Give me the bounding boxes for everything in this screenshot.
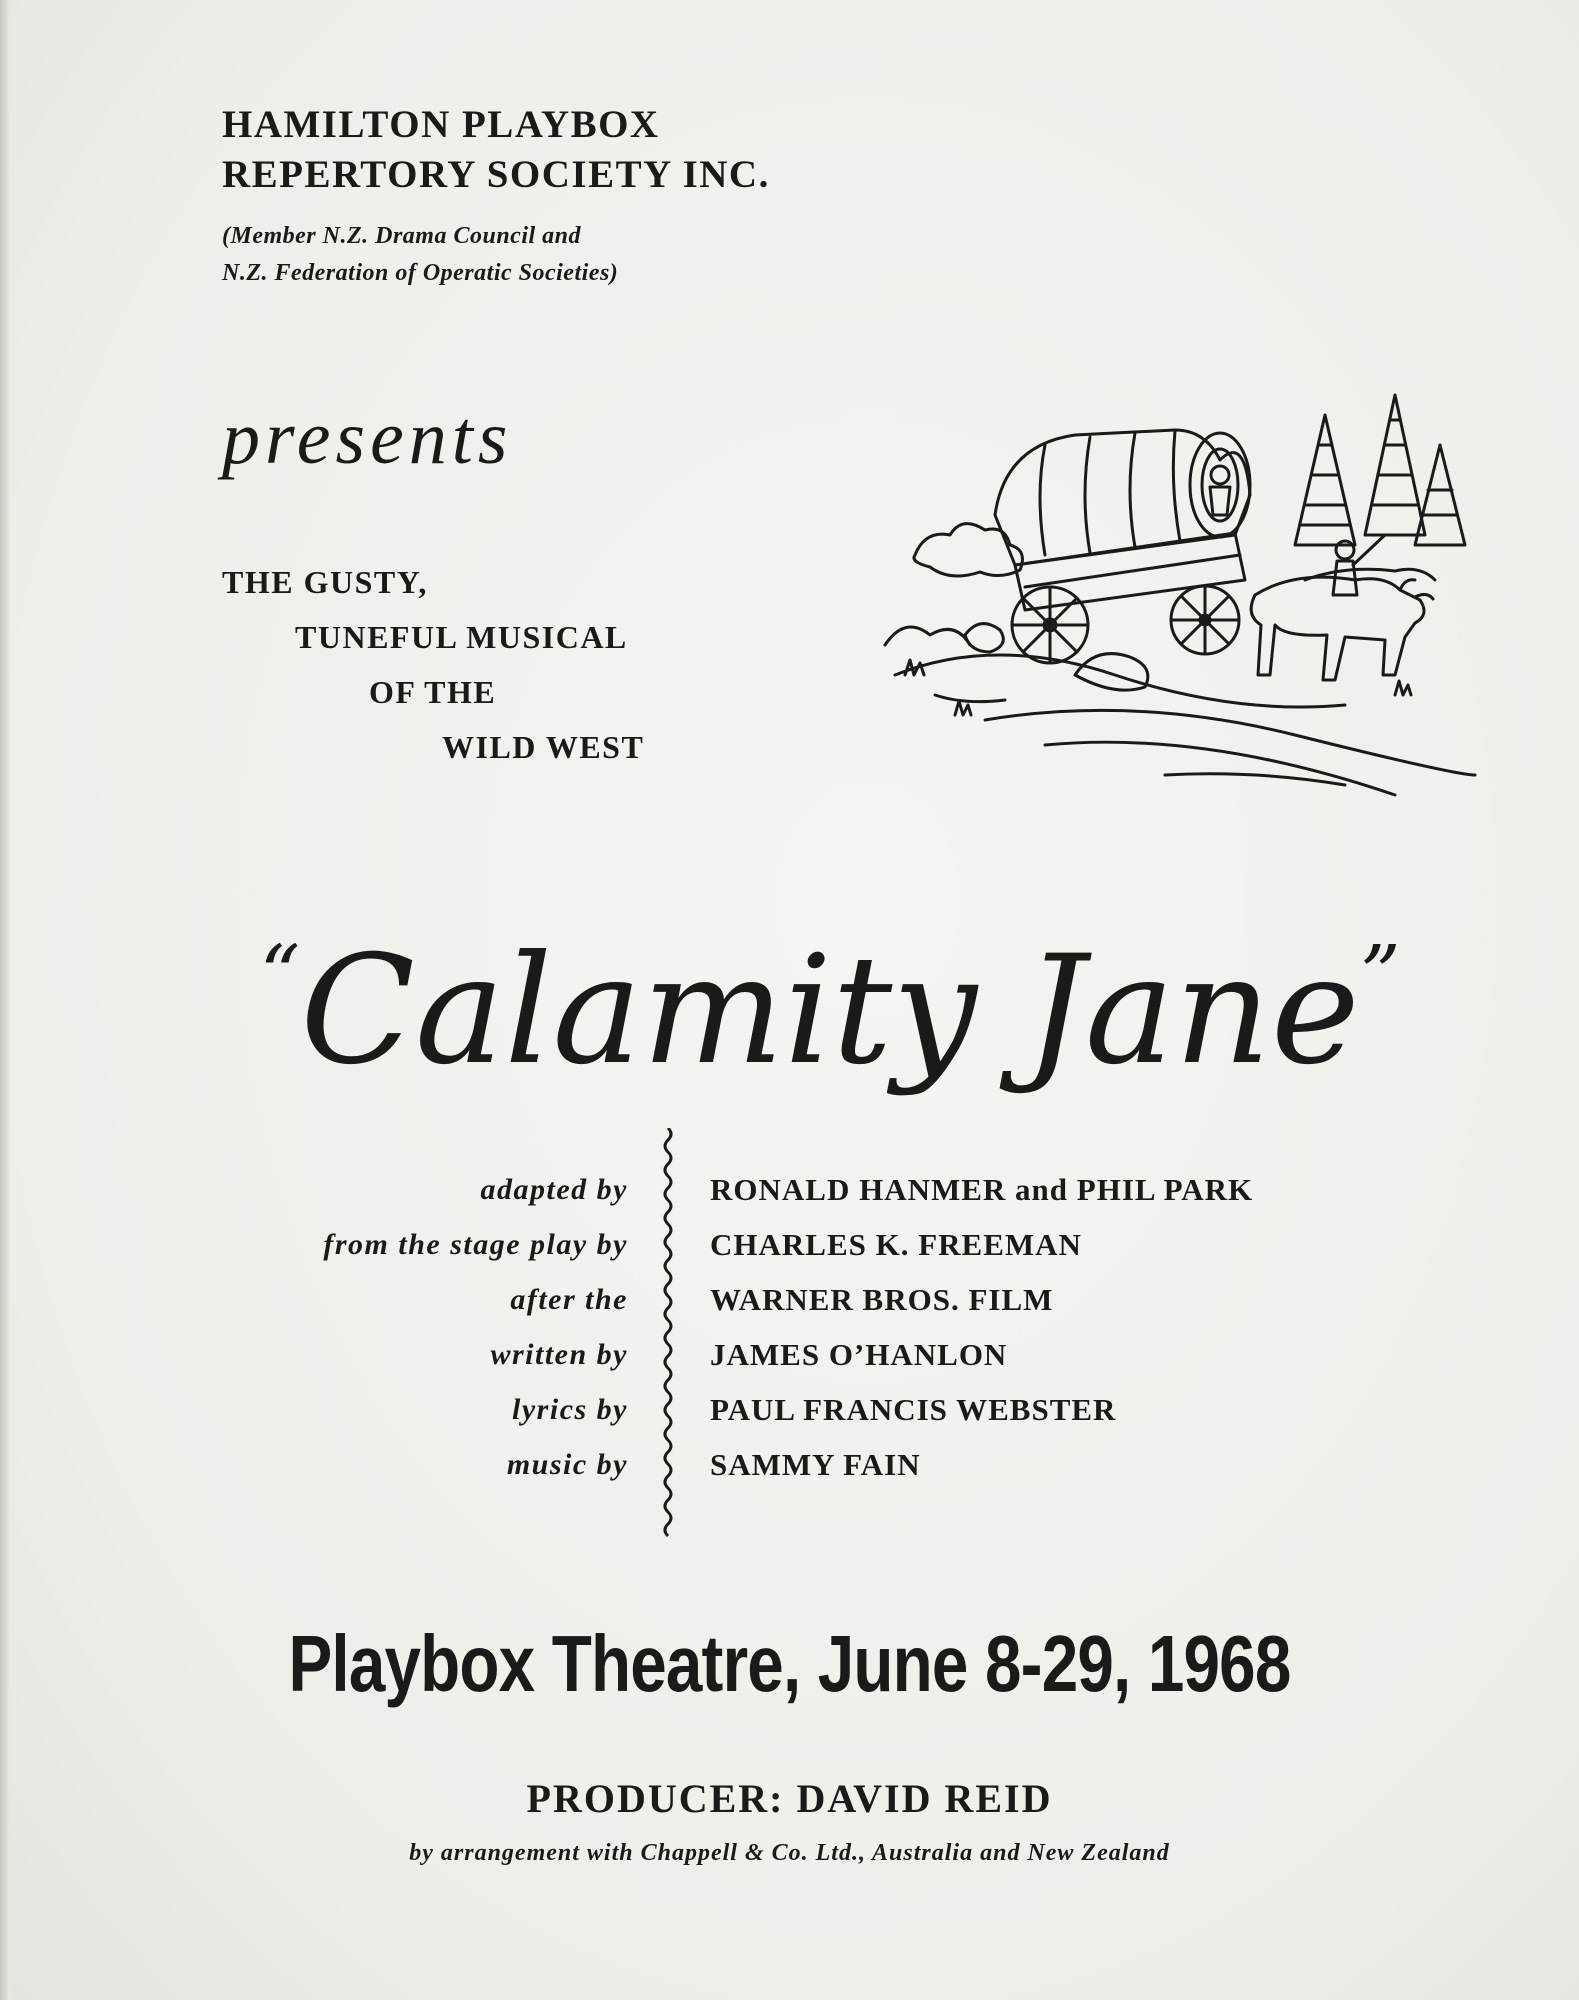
- credit-name: CHARLES K. FREEMAN: [710, 1227, 1082, 1262]
- member-line-2: N.Z. Federation of Operatic Societies): [222, 260, 619, 286]
- credit-role: written by: [490, 1338, 628, 1371]
- credit-name: PAUL FRANCIS WEBSTER: [710, 1392, 1117, 1427]
- producer-credit: PRODUCER: DAVID REID: [526, 1776, 1053, 1821]
- credit-names: [710, 1162, 1253, 1492]
- tagline-line-2: TUNEFUL MUSICAL: [295, 619, 628, 655]
- venue-dates: Playbox Theatre, June 8-29, 1968: [288, 1619, 1291, 1708]
- credit-name: JAMES O’HANLON: [710, 1337, 1008, 1372]
- binding-edge: [0, 0, 10, 2000]
- credit-role: after the: [510, 1283, 628, 1316]
- credit-role: from the stage play by: [323, 1228, 628, 1261]
- membership-note: [222, 218, 618, 292]
- tagline-line-3: OF THE: [369, 674, 497, 710]
- credit-name: SAMMY FAIN: [710, 1447, 921, 1482]
- credit-name: RONALD HANMER and PHIL PARK: [710, 1172, 1254, 1207]
- title-name: Calamity Jane: [300, 924, 1360, 1098]
- credit-role: lyrics by: [512, 1393, 628, 1426]
- credit-roles: [200, 1162, 628, 1492]
- member-line-1: (Member N.Z. Drama Council and: [222, 223, 582, 249]
- title-close-quote: ”: [1359, 928, 1401, 1021]
- presents-heading: presents: [222, 396, 513, 480]
- title-open-quote: “: [259, 928, 301, 1021]
- tagline: [222, 555, 644, 775]
- show-title: [210, 860, 1410, 1120]
- credit-role: adapted by: [480, 1173, 628, 1206]
- wavy-divider: [657, 1128, 679, 1538]
- title-text: [250, 860, 1410, 1126]
- org-line-2: REPERTORY SOCIETY INC.: [222, 153, 770, 196]
- arrangement-note: by arrangement with Chappell & Co. Ltd., Australia and New Zealand: [409, 1840, 1170, 1866]
- credit-role: music by: [506, 1448, 628, 1481]
- tagline-line-4: WILD WEST: [442, 729, 645, 765]
- organisation-name: [222, 100, 770, 200]
- credit-name: WARNER BROS. FILM: [710, 1282, 1054, 1317]
- tagline-line-1: THE GUSTY,: [222, 564, 428, 600]
- org-line-1: HAMILTON PLAYBOX: [222, 103, 660, 146]
- covered-wagon-oxen-illustration: [875, 375, 1485, 805]
